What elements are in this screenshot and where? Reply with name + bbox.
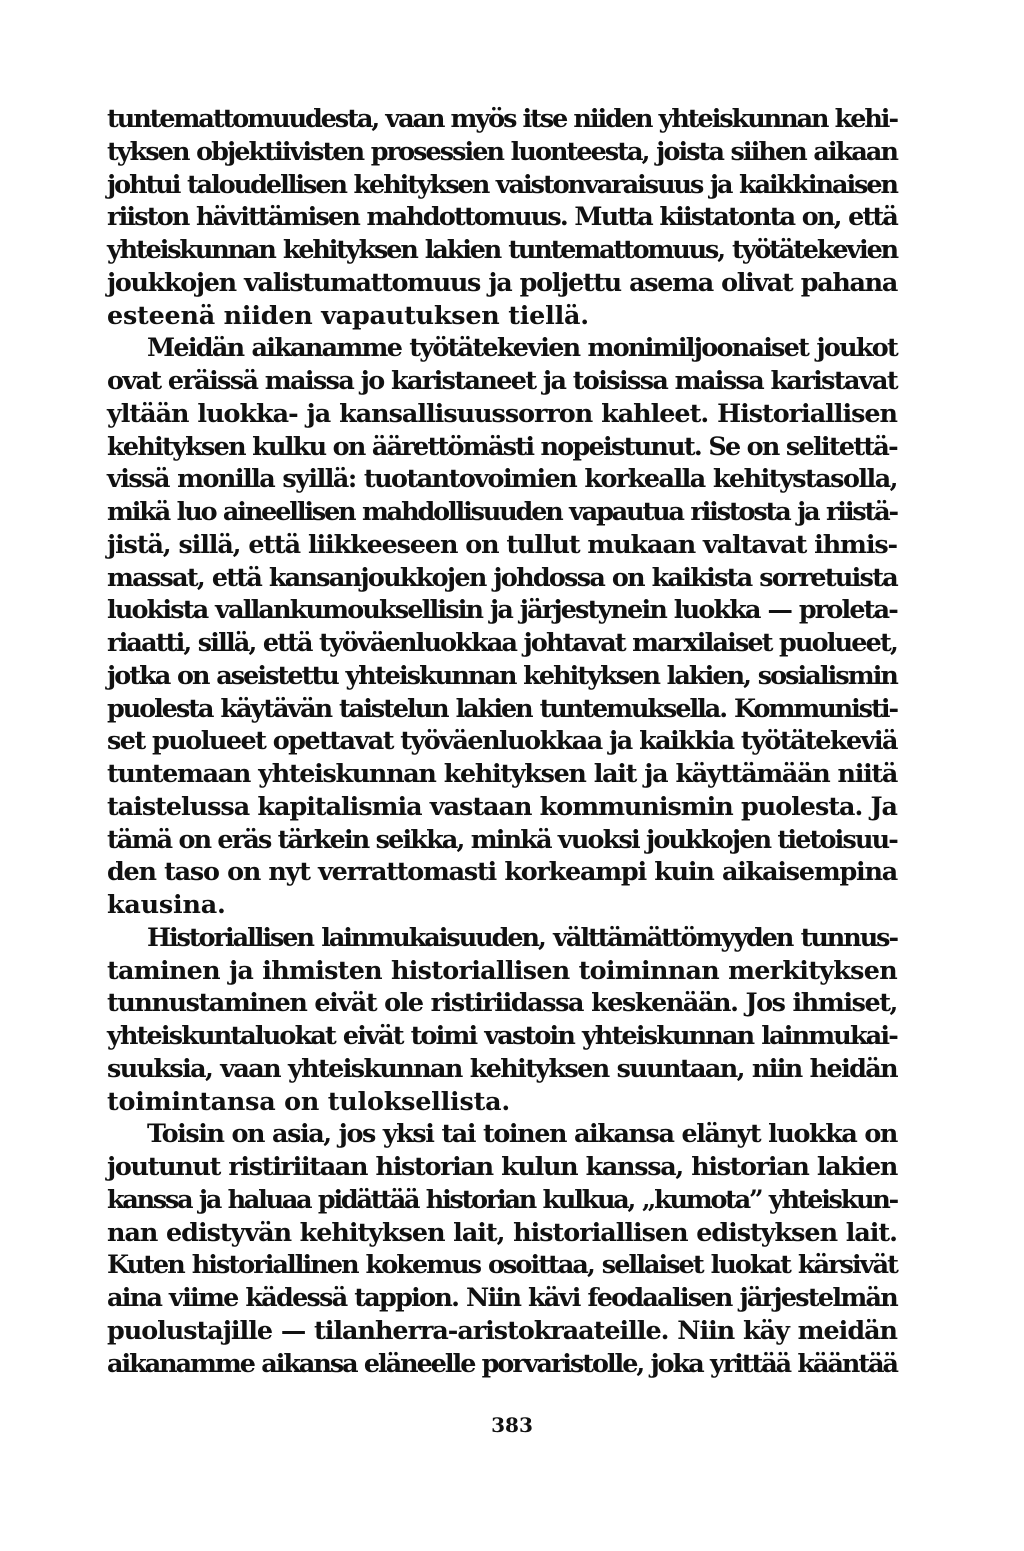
text-line: puolustajille — tilanherra-aristokraateille. Niin käy meidän [107,1314,897,1345]
text-line: yhteiskuntaluokat eivät toimi vastoin yhteiskunnan lainmukai- [107,1020,897,1050]
text-line: luokista vallankumouksellisin ja järjestynein luokka — proleta- [107,594,897,625]
text-line: riaatti, sillä, että työväenluokkaa johtavat marxilaiset puolueet, [107,627,897,657]
text-line: Kuten historiallinen kokemus osoittaa, sellaiset luokat kärsivät [107,1249,897,1280]
text-line: aikanamme aikansa eläneelle porvaristolle, joka yrittää kääntää [107,1347,897,1378]
text-line: den taso on nyt verrattomasti korkeampi kuin aikaisempina [107,856,897,887]
paragraph [107,1117,897,1379]
text-line: joukkojen valistumattomuus ja poljettu asema olivat pahana [107,266,897,297]
text-line: Toisin on asia, jos yksi tai toinen aikansa elänyt luokka on [147,1118,897,1149]
text-line: jistä, sillä, että liikkeeseen on tullut mukaan valtavat ihmis- [107,528,897,559]
text-line: tuntemattomuudesta, vaan myös itse niiden yhteiskunnan kehi- [107,103,897,133]
text-line: toimintansa on tuloksellista. [107,1085,511,1116]
paragraph [107,921,897,1118]
text-line: kausina. [107,889,226,919]
text-line: ovat eräissä maissa jo karistaneet ja toisissa maissa karistavat [107,365,897,395]
text-line: tämä on eräs tärkein seikka, minkä vuoksi joukkojen tietoisuu- [107,823,897,854]
text-line: taminen ja ihmisten historiallisen toiminnan merkityksen [107,954,897,985]
text-line: Historiallisen lainmukaisuuden, välttämättömyyden tunnus- [147,921,897,952]
text-line: tyksen objektiivisten prosessien luonteesta, joista siihen aikaan [107,135,897,166]
text-line: kanssa ja haluaa pidättää historian kulkua, „kumota” yhteiskun- [107,1183,897,1214]
text-line: yltään luokka- ja kansallisuussorron kahleet. Historiallisen [107,397,897,428]
text-line: taistelussa kapitalismia vastaan kommunismin puolesta. Ja [107,790,897,821]
text-line: tunnustaminen eivät ole ristiriidassa keskenään. Jos ihmiset, [107,987,897,1018]
text-line: Meidän aikanamme työtätekevien monimiljoonaiset joukot [147,332,897,363]
text-line: set puolueet opettavat työväenluokkaa ja kaikkia työtätekeviä [107,725,897,756]
text-line: kehityksen kulku on äärettömästi nopeistunut. Se on selitettä- [107,430,897,461]
paragraph [107,331,897,921]
paragraph [107,102,897,331]
text-line: puolesta käytävän taistelun lakien tuntemuksella. Kommunisti- [107,692,897,723]
text-line: suuksia, vaan yhteiskunnan kehityksen suuntaan, niin heidän [107,1052,897,1083]
text-line: aina viime kädessä tappion. Niin kävi feodaalisen järjestelmän [107,1282,897,1312]
text-line: riiston hävittämisen mahdottomuus. Mutta kiistatonta on, että [107,201,897,232]
text-line: joutunut ristiriitaan historian kulun kanssa, historian lakien [107,1151,897,1181]
text-line: johtui taloudellisen kehityksen vaistonvaraisuus ja kaikkinaisen [107,168,897,199]
text-line: esteenä niiden vapautuksen tiellä. [107,299,589,330]
text-line: massat, että kansanjoukkojen johdossa on kaikista sorretuista [107,561,897,592]
page-number: 383 [491,1413,533,1437]
text-line: nan edistyvän kehityksen lait, historiallisen edistyksen lait. [107,1216,897,1247]
text-line: tuntemaan yhteiskunnan kehityksen lait ja käyttämään niitä [107,758,897,788]
body-text [107,102,897,1379]
text-line: vissä monilla syillä: tuotantovoimien korkealla kehitystasolla, [107,463,897,494]
text-line: mikä luo aineellisen mahdollisuuden vapautua riistosta ja riistä- [107,496,897,526]
text-line: jotka on aseistettu yhteiskunnan kehityksen lakien, sosialismin [107,659,897,690]
text-line: yhteiskunnan kehityksen lakien tuntemattomuus, työtätekevien [107,234,897,264]
